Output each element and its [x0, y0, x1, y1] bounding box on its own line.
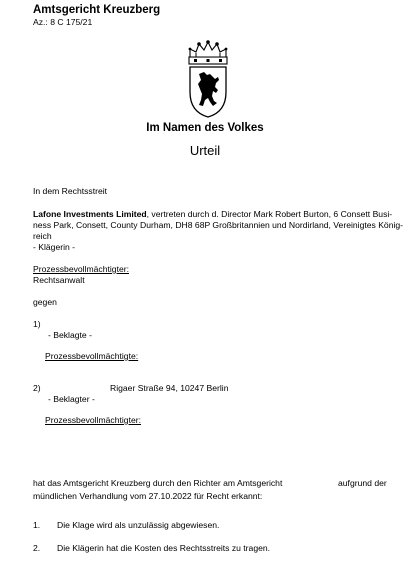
item-1-number: 1.	[33, 520, 41, 530]
defendant-1-counsel-label: Prozessbevollmächtigte:	[45, 351, 139, 361]
ruling-line-1a: hat das Amtsgericht Kreuzberg durch den Richter am Amtsgericht	[33, 478, 283, 488]
defendant-2-counsel-label: Prozessbevollmächtigter:	[45, 415, 142, 425]
intro-text: In dem Rechtsstreit	[33, 186, 108, 196]
item-2-text: Die Klägerin hat die Kosten des Rechtsstreits zu tragen.	[57, 543, 271, 553]
against-text: gegen	[33, 297, 57, 307]
title-in-the-name-of-the-people: Im Namen des Volkes	[146, 122, 264, 134]
case-reference: Az.: 8 C 175/21	[33, 17, 93, 27]
ruling-line-2: mündlichen Verhandlung vom 27.10.2022 für Recht erkannt:	[33, 491, 263, 501]
plaintiff-line-1-rest: , vertreten durch d. Director Mark Robert Burton, 6 Consett Busi-	[146, 209, 393, 219]
plaintiff-line-3: reich	[33, 231, 52, 241]
plaintiff-role: - Klägerin -	[33, 242, 76, 252]
defendant-1-role: - Beklagte -	[48, 330, 92, 340]
plaintiff-line-1	[33, 209, 392, 220]
plaintiff-name: Lafone Investments Limited	[33, 209, 147, 219]
item-1-text: Die Klage wird als unzulässig abgewiesen.	[57, 520, 220, 530]
title-judgment: Urteil	[189, 143, 221, 158]
item-2-number: 2.	[33, 543, 41, 553]
defendant-2-number: 2)	[33, 383, 41, 393]
plaintiff-counsel-value: Rechtsanwalt	[33, 275, 85, 285]
court-name: Amtsgericht Kreuzberg	[33, 4, 161, 16]
defendant-2-role: - Beklagter -	[48, 394, 95, 404]
defendant-2-address: Rigaer Straße 94, 10247 Berlin	[110, 383, 229, 393]
plaintiff-line-2: ness Park, Consett, County Durham, DH8 68P Großbritannien und Nordirland, Vereinigtes König-	[33, 220, 404, 230]
berlin-coat-of-arms-icon	[185, 40, 231, 118]
defendant-1-number: 1)	[33, 319, 41, 329]
plaintiff-counsel-label: Prozessbevollmächtigter:	[33, 264, 130, 274]
ruling-line-1b: aufgrund der	[338, 478, 387, 488]
